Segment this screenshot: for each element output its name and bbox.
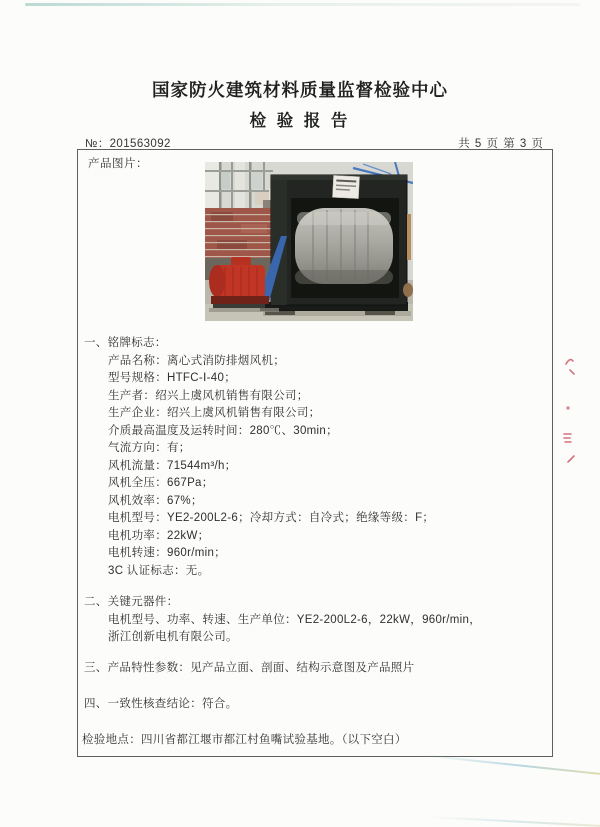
report-line: 生产者：绍兴上虞风机销售有限公司； <box>108 390 309 402</box>
report-line: 二、关键元器件： <box>84 596 179 608</box>
report-line: 3C 认证标志：无。 <box>108 565 210 577</box>
report-line: 电机功率：22kW； <box>108 530 210 542</box>
report-number-value: 201563092 <box>109 138 171 150</box>
report-line: 四、一致性核查结论：符合。 <box>84 698 238 710</box>
pagination: 共 5 页 第 3 页 <box>458 138 544 150</box>
scan-edge-artifact-diagonal-2 <box>430 816 600 827</box>
report-line: 电机型号、功率、转速、生产单位：YE2-200L2-6，22kW，960r/min， <box>108 614 482 626</box>
report-line: 生产企业：绍兴上虞风机销售有限公司； <box>108 407 321 419</box>
report-line: 介质最高温度及运转时间：280℃、30min； <box>108 425 338 437</box>
report-line: 电机型号：YE2-200L2-6；冷却方式：自冷式；绝缘等级：F； <box>108 512 435 524</box>
report-line: 三、产品特性参数：见产品立面、剖面、结构示意图及产品照片 <box>84 662 415 674</box>
report-title: 检 验 报 告 <box>249 112 351 130</box>
report-line: 气流方向：有； <box>108 442 191 454</box>
report-number-label: №： <box>85 138 110 150</box>
report-line-inspection-location: 检验地点：四川省都江堰市都江村鱼嘴试验基地。（以下空白） <box>82 734 407 746</box>
red-pen-marks <box>556 350 586 480</box>
report-line: 型号规格：HTFC-Ⅰ-40； <box>108 372 237 384</box>
scan-edge-artifact-diagonal <box>420 754 600 775</box>
report-line: 风机全压：667Pa； <box>108 477 214 489</box>
product-photo-label: 产品图片： <box>88 158 148 170</box>
report-line: 一、铭牌标志： <box>84 337 167 349</box>
product-label-tag <box>332 175 359 198</box>
center-name-title: 国家防火建筑材料质量监督检验中心 <box>152 80 448 100</box>
product-photo <box>205 162 413 321</box>
report-line: 风机流量：71544m³/h； <box>108 460 237 472</box>
report-line: 产品名称：离心式消防排烟风机； <box>108 355 285 367</box>
scan-edge-artifact <box>25 3 580 6</box>
report-line: 风机效率：67%； <box>108 495 203 507</box>
report-line: 浙江创新电机有限公司。 <box>108 631 238 643</box>
report-line: 电机转速：960r/min； <box>108 547 226 559</box>
